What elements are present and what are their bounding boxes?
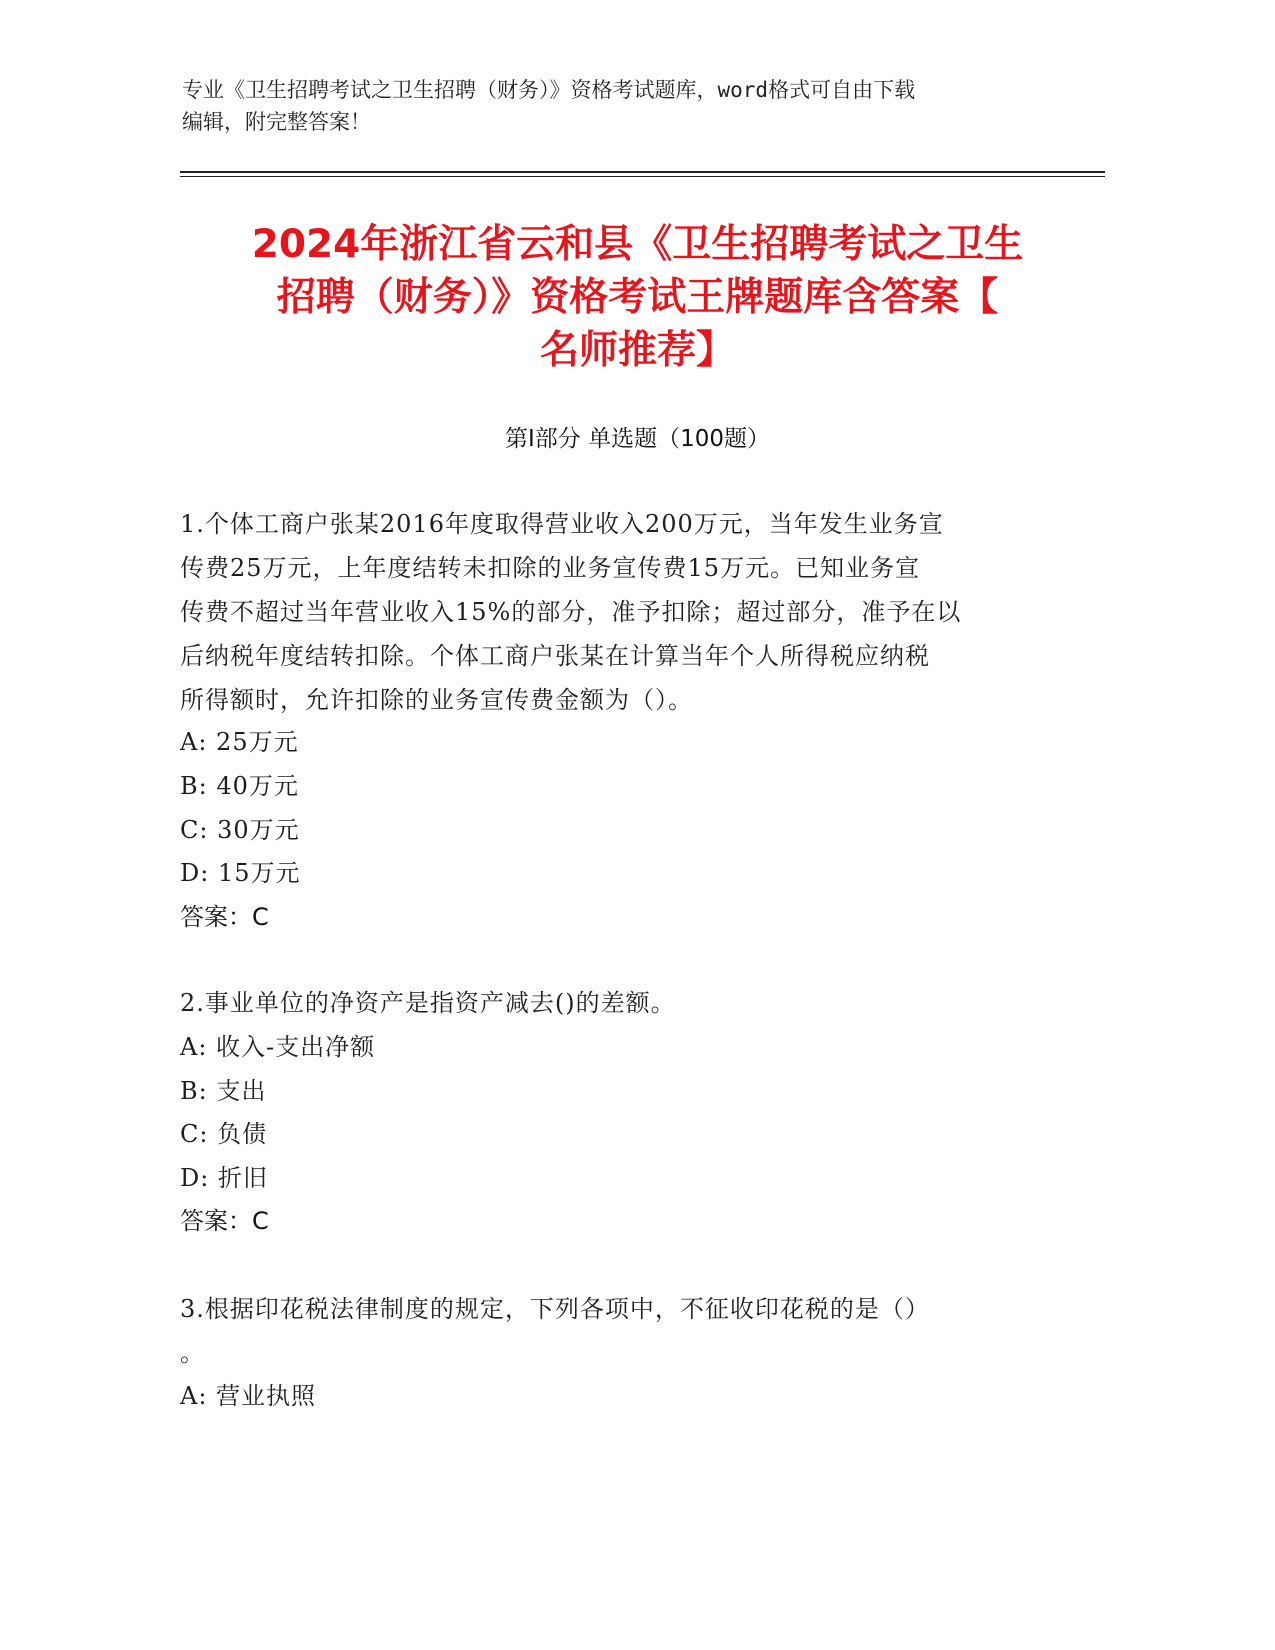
question-2-option-d: D: 折旧 xyxy=(180,1164,268,1192)
question-1-option-b: B: 40万元 xyxy=(180,772,299,800)
question-1-stem xyxy=(180,502,1040,722)
question-3-option-a: A: 营业执照 xyxy=(180,1382,317,1410)
question-1-line: 传费不超过当年营业收入15%的部分，准予扣除；超过部分，准予在以 xyxy=(180,598,962,626)
question-1-option-d: D: 15万元 xyxy=(180,859,301,887)
question-2-stem xyxy=(180,981,1040,1025)
section-heading: 第Ⅰ部分 单选题（100题） xyxy=(505,426,770,452)
page-header xyxy=(182,74,1062,138)
question-1-line: 传费25万元，上年度结转未扣除的业务宣传费15万元。已知业务宣 xyxy=(180,554,921,582)
document-title xyxy=(150,218,1125,377)
question-2-option-a: A: 收入-支出净额 xyxy=(180,1033,376,1061)
question-3-stem xyxy=(180,1287,1040,1375)
question-1-option-c: C: 30万元 xyxy=(180,816,300,844)
header-divider-thick xyxy=(180,171,1105,173)
header-line-1: 专业《卫生招聘考试之卫生招聘（财务）》资格考试题库，word格式可自由下载 xyxy=(182,78,916,102)
title-line-3: 名师推荐】 xyxy=(539,328,735,373)
question-2-option-c: C: 负债 xyxy=(180,1120,268,1148)
question-3-line: 3.根据印花税法律制度的规定，下列各项中，不征收印花税的是（） xyxy=(180,1295,930,1323)
question-2-answer: 答案：C xyxy=(180,1207,269,1235)
header-divider-thin xyxy=(180,176,1105,177)
question-1-line: 所得额时，允许扣除的业务宣传费金额为（）。 xyxy=(180,686,693,714)
header-line-2: 编辑，附完整答案！ xyxy=(182,110,371,134)
question-1-line: 后纳税年度结转扣除。个体工商户张某在计算当年个人所得税应纳税 xyxy=(180,642,930,670)
title-line-2: 招聘（财务）》资格考试王牌题库含答案【 xyxy=(276,275,999,320)
title-line-1: 2024年浙江省云和县《卫生招聘考试之卫生 xyxy=(251,222,1024,267)
question-3-line: 。 xyxy=(180,1339,205,1367)
question-2-option-b: B: 支出 xyxy=(180,1077,267,1105)
question-2-line: 2.事业单位的净资产是指资产减去()的差额。 xyxy=(180,989,676,1017)
question-1-option-a: A: 25万元 xyxy=(180,728,299,756)
question-1-answer: 答案：C xyxy=(180,903,269,931)
question-1-line: 1.个体工商户张某2016年度取得营业收入200万元，当年发生业务宣 xyxy=(180,510,944,538)
